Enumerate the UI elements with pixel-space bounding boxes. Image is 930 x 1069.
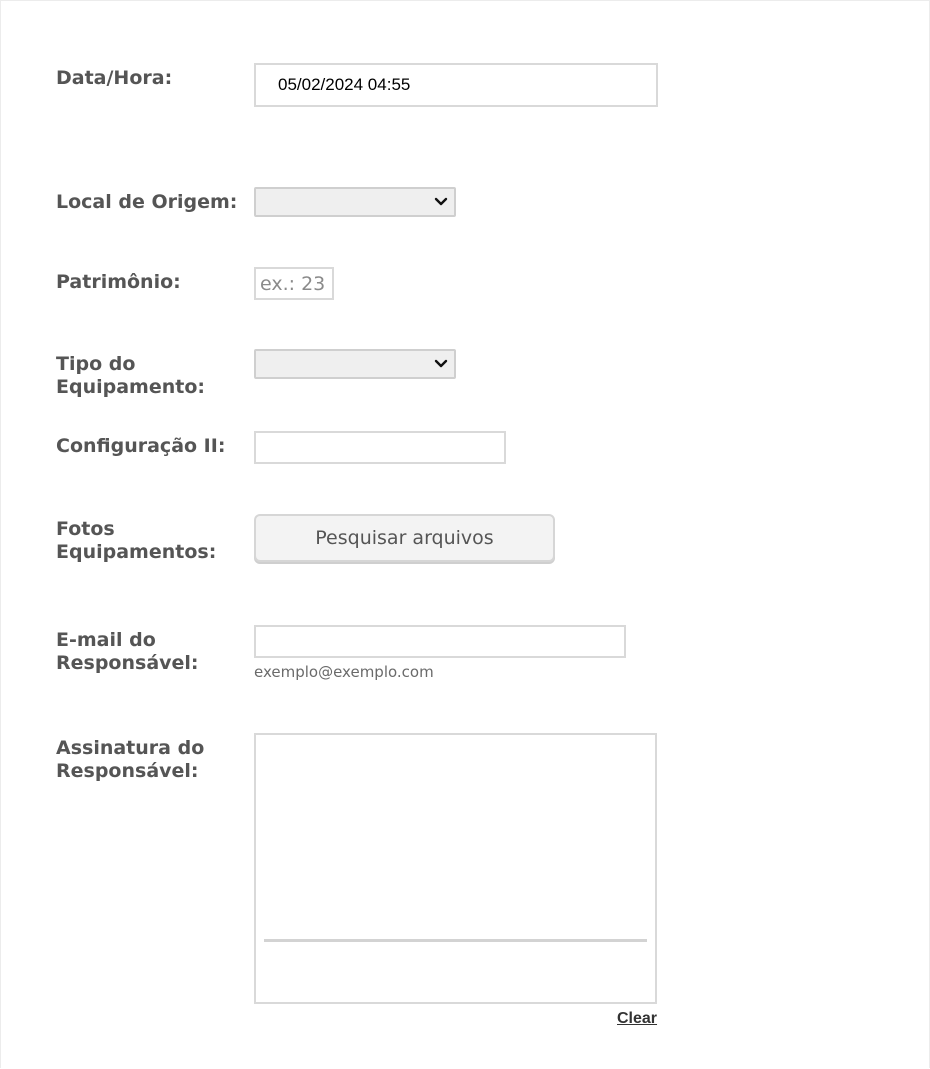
- chevron-down-icon: [434, 195, 448, 209]
- signature-baseline: [264, 939, 647, 942]
- photos-label: [56, 518, 246, 564]
- signature-label: [56, 737, 246, 783]
- origin-select[interactable]: [254, 187, 456, 217]
- signature-pad[interactable]: [254, 733, 657, 1004]
- email-input[interactable]: [254, 625, 626, 658]
- chevron-down-icon: [434, 357, 448, 371]
- datetime-input[interactable]: [254, 63, 658, 107]
- email-label-line2: Responsável:: [56, 652, 199, 674]
- equipment-type-label-line2: Equipamento:: [56, 376, 205, 398]
- patrimonio-input[interactable]: [254, 267, 334, 300]
- clear-signature-link[interactable]: Clear: [617, 1010, 658, 1027]
- patrimonio-label: Patrimônio:: [56, 271, 181, 293]
- equipment-type-label: [56, 353, 246, 399]
- datetime-label: Data/Hora:: [56, 67, 173, 89]
- browse-files-button[interactable]: Pesquisar arquivos: [254, 514, 555, 562]
- photos-label-line1: Fotos: [56, 518, 115, 540]
- equipment-type-select[interactable]: [254, 349, 456, 379]
- config-input[interactable]: [254, 431, 506, 464]
- origin-label: Local de Origem:: [56, 191, 238, 213]
- signature-label-line1: Assinatura do: [56, 737, 205, 759]
- photos-label-line2: Equipamentos:: [56, 541, 217, 563]
- email-label: [56, 629, 246, 675]
- email-label-line1: E-mail do: [56, 629, 156, 651]
- patrimonio-placeholder: ex.: 23: [260, 273, 326, 295]
- signature-label-line2: Responsável:: [56, 760, 199, 782]
- email-sublabel: exemplo@exemplo.com: [254, 663, 434, 681]
- equipment-type-label-line1: Tipo do: [56, 353, 136, 375]
- config-label: Configuração II:: [56, 435, 226, 457]
